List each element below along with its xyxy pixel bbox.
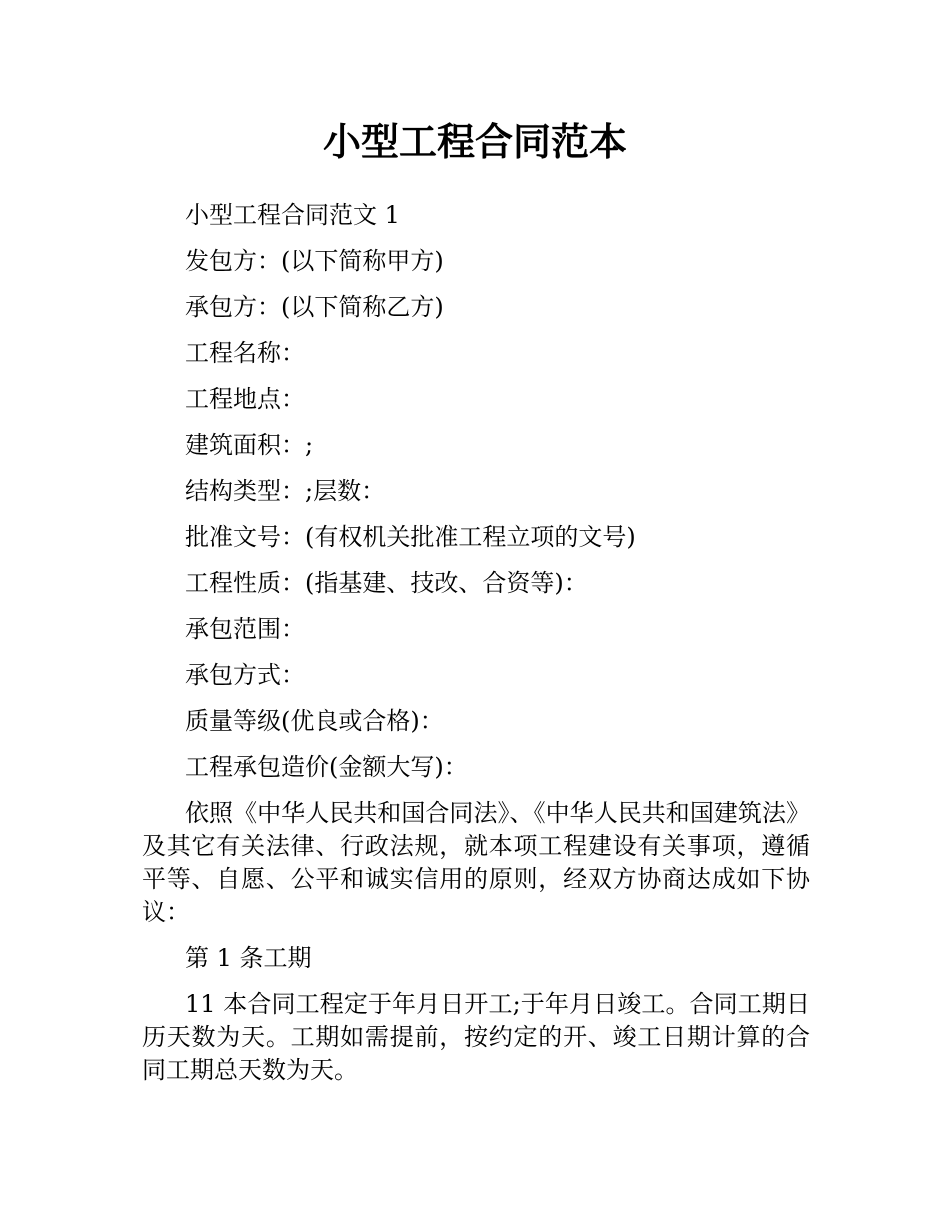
paragraph-approval-number: 批准文号：(有权机关批准工程立项的文号) (185, 523, 636, 551)
paragraph-article-1-1: 11 本合同工程定于年月日开工;于年月日竣工。合同工期日历天数为天。工期如需提前，按约定的开、竣工日期计算的合同工期总天数为天。 (142, 990, 810, 1084)
paragraph-contractor: 承包方：(以下简称乙方) (185, 293, 444, 321)
document-title: 小型工程合同范本 (322, 120, 627, 164)
document-body (142, 199, 810, 1100)
paragraph-article-1-heading: 第 1 条工期 (185, 944, 312, 972)
paragraph-contract-price: 工程承包造价(金额大写)： (185, 753, 468, 781)
paragraph-employer: 发包方：(以下简称甲方) (185, 247, 444, 275)
paragraph-template-title: 小型工程合同范文 1 (185, 201, 400, 229)
paragraph-project-name: 工程名称： (185, 339, 305, 367)
paragraph-structure-type: 结构类型：;层数： (185, 477, 386, 505)
paragraph-project-nature: 工程性质：(指基建、技改、合资等)： (185, 569, 588, 597)
paragraph-quality-grade: 质量等级(优良或合格)： (185, 707, 444, 735)
paragraph-contract-method: 承包方式： (185, 661, 305, 689)
paragraph-building-area: 建筑面积：; (185, 431, 314, 459)
paragraph-project-location: 工程地点： (185, 385, 305, 413)
paragraph-legal-basis: 依照《中华人民共和国合同法》、《中华人民共和国建筑法》及其它有关法律、行政法规，就本项工程建设有关事项，遵循平等、自愿、公平和诚实信用的原则，经双方协商达成如下协议： (142, 799, 810, 926)
paragraph-contract-scope: 承包范围： (185, 615, 305, 643)
